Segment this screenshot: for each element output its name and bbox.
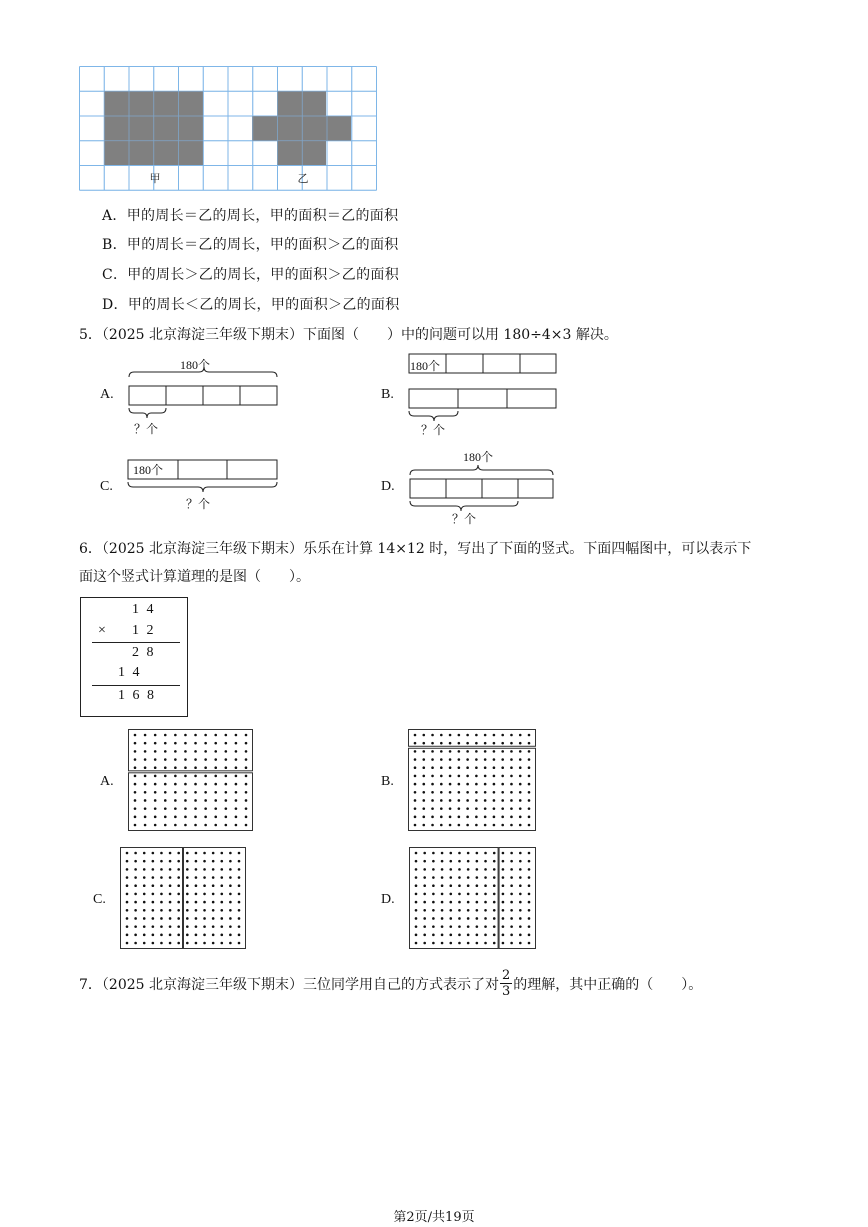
q7-text-before: 7．（2025 北京海淀三年级下期末）三位同学用自己的方式表示了对 (79, 976, 499, 993)
q7-fraction-denominator: 3 (502, 984, 511, 999)
q5-d-unknown: ？个 (452, 512, 477, 526)
q7-question (79, 968, 702, 999)
q5-c-total: 180个 (133, 463, 164, 477)
vm-times: × (98, 623, 106, 638)
q6-dot-array-a (128, 729, 253, 831)
q6-question-line2: 面这个竖式计算道理的是图（ ）。 (79, 569, 310, 585)
page-footer: 第2页/共19页 (393, 1210, 475, 1225)
vm-row-3: 2 8 (132, 645, 156, 660)
q4-option-c: C．甲的周长＞乙的周长，甲的面积＞乙的面积 (102, 267, 400, 283)
q6-letter-c: C. (93, 892, 106, 907)
q5-letter-c: C. (100, 479, 113, 494)
q6-dot-array-c (120, 847, 246, 949)
q5-letter-d: D. (381, 479, 395, 494)
q4-option-b: B．甲的周长＝乙的周长，甲的面积＞乙的面积 (102, 237, 399, 253)
q5-a-unknown: ？个 (134, 422, 159, 436)
q4-option-a: A．甲的周长＝乙的周长，甲的面积＝乙的面积 (102, 208, 399, 224)
q5-b-unknown: ？个 (421, 423, 446, 437)
q4-option-d: D．甲的周长＜乙的周长，甲的面积＞乙的面积 (102, 297, 400, 313)
q6-letter-b: B. (381, 774, 394, 789)
q6-letter-d: D. (381, 892, 395, 907)
vm-row-5: 1 6 8 (118, 688, 156, 703)
q5-letter-b: B. (381, 387, 394, 402)
q6-dot-array-b (408, 729, 536, 831)
q5-c-unknown: ？个 (186, 497, 211, 511)
label-jia: 甲 (149, 172, 161, 185)
vm-row-1: 1 4 (132, 602, 156, 617)
q5-letter-a: A. (100, 387, 114, 402)
q5-d-total: 180个 (463, 450, 494, 464)
q6-question-line1: 6．（2025 北京海淀三年级下期末）乐乐在计算 14×12 时，写出了下面的竖式。下面四幅图中，可以表示下 (79, 541, 752, 557)
q6-dot-array-d (409, 847, 536, 949)
vm-line-1 (92, 642, 180, 643)
q4-grid-figure (79, 66, 377, 192)
q7-fraction (500, 968, 512, 999)
q5-b-total: 180个 (410, 359, 441, 373)
vm-row-4: 1 4 (118, 665, 142, 680)
q7-fraction-numerator: 2 (502, 968, 511, 983)
label-yi: 乙 (297, 172, 309, 185)
q5-question: 5．（2025 北京海淀三年级下期末）下面图（ ）中的问题可以用 180÷4×3 解决。 (79, 327, 618, 343)
vm-row-2: 1 2 (132, 623, 156, 638)
q7-text-after: 的理解，其中正确的（ ）。 (513, 976, 703, 993)
q6-letter-a: A. (100, 774, 114, 789)
shape-yi (252, 91, 351, 165)
q5-a-total: 180个 (180, 358, 211, 372)
vm-line-2 (92, 685, 180, 686)
